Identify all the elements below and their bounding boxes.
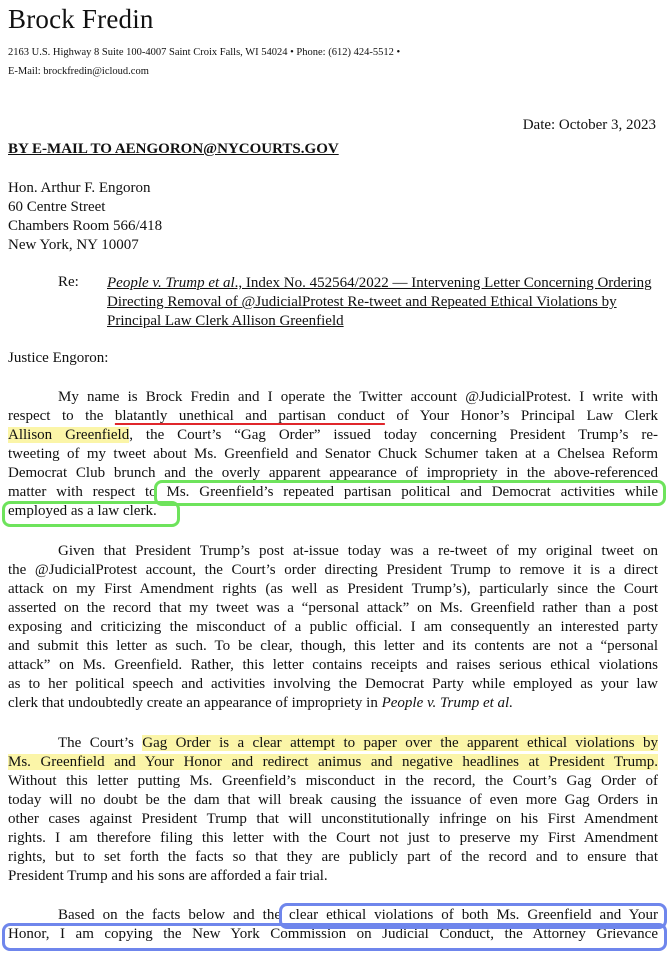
re-subject-rest: ., Index No. 452564/2022 — Intervening Letter Concerning Ordering Directing Removal of @JudicialProtest Re-tweet and Repeated Ethical Violations by Principal Law Clerk Allison Greenfield — [107, 275, 652, 329]
blue-annotation-box — [2, 923, 667, 951]
p3-line2 — [8, 754, 658, 771]
p1-text: respect to the — [8, 408, 115, 424]
p1-line2 — [8, 408, 658, 425]
salutation: Justice Engoron: — [8, 350, 109, 366]
p2-line3: attack on my First Amendment rights (as well as President Trump’s), particularly since the Court — [8, 581, 658, 597]
p3-line8: President Trump and his sons are afforded a fair trial. — [8, 868, 328, 884]
green-annotation-box — [154, 480, 666, 506]
highlight-gag-order: Gag Order is a clear attempt to paper over the apparent ethical violations by — [142, 735, 658, 751]
p3-line7: rights, but to set forth the facts so that they are publicly part of the record and to ensure that — [8, 849, 658, 865]
p3-line1 — [8, 735, 658, 752]
letter-date: Date: October 3, 2023 — [522, 117, 656, 133]
letterhead-name: Brock Fredin — [8, 4, 154, 34]
p1-line1: My name is Brock Fredin and I operate the Twitter account @JudicialProtest. I write with — [58, 389, 658, 405]
recipient-street: 60 Centre Street — [8, 199, 106, 215]
blue-box-text: clear ethical violations of both Ms. Greenfield and Your — [289, 907, 658, 923]
highlight-gag-order-cont: Ms. Greenfield and Your Honor and redirect animus and negative headlines at President Trump. — [8, 754, 658, 770]
green-annotation-box — [2, 501, 180, 527]
p4-text: Based on the facts below and the — [58, 907, 289, 923]
case-name-italic: People v. Trump et al. — [381, 695, 513, 711]
p3-line4: today will no doubt be the dam that will break causing the issuance of even more Gag Orders in — [8, 792, 658, 808]
recipient-room: Chambers Room 566/418 — [8, 218, 163, 234]
p2-line1: Given that President Trump’s post at-issue today was a re-tweet of my original tweet on — [58, 543, 658, 559]
p1-line3 — [8, 427, 658, 444]
letterhead-address: 2163 U.S. Highway 8 Suite 100-4007 Saint Croix Falls, WI 54024 • Phone: (612) 424-5512 • — [8, 47, 401, 58]
re-label: Re: — [58, 274, 79, 290]
re-subject — [107, 274, 655, 331]
highlight-clerk-name: Allison Greenfield — [8, 427, 130, 443]
p2-line4: asserted on the record that my tweet was a “personal attack” on Ms. Greenfield rather than a post — [8, 600, 658, 616]
p3-line6: rights. I am therefore filing this letter with the Court not just to preserve my First Amendment — [8, 830, 658, 846]
p2-line7: attack” on Ms. Greenfield. Rather, this letter contains receipts and raises serious ethical violations — [8, 657, 658, 673]
p3-text: The Court’s — [58, 735, 143, 751]
delivery-line: BY E-MAIL TO AENGORON@NYCOURTS.GOV — [8, 141, 339, 157]
p2-line5: exposing and criticizing the misconduct of a public official. I am consequently an interested party — [8, 619, 658, 635]
p3-line5: other cases against President Trump that will unconstitutionally infringe on his First Amendment — [8, 811, 658, 827]
p2-text: clerk that undoubtedly create an appearance of impropriety in — [8, 695, 382, 711]
green-box-text: Ms. Greenfield’s repeated partisan political and Democrat activities while — [166, 484, 658, 500]
letterhead-email: E-Mail: brockfredin@icloud.com — [8, 66, 149, 77]
re-case-name: People v. Trump et al — [107, 275, 235, 291]
p1-text: , the Court’s “Gag Order” issued today concerning President Trump’s re- — [129, 427, 658, 443]
p1-text: matter with respect to — [8, 484, 167, 500]
p2-line2: the @JudicialProtest account, the Court’s order directing President Trump to remove it is a direct — [8, 562, 658, 578]
recipient-name: Hon. Arthur F. Engoron — [8, 180, 151, 196]
p1-line7: employed as a law clerk. — [8, 503, 157, 519]
recipient-city: New York, NY 10007 — [8, 237, 139, 253]
p1-text: of Your Honor’s Principal Law Clerk — [384, 408, 658, 424]
p3-line3: Without this letter putting Ms. Greenfield’s misconduct in the record, the Court’s Gag Order of — [8, 773, 658, 789]
p2-line9 — [8, 695, 513, 712]
red-underline-phrase: blatantly unethical and partisan conduct — [114, 408, 385, 424]
p1-line4: tweeting of my tweet about Ms. Greenfield and Senator Chuck Schumer taken at a Chelsea Reform — [8, 446, 658, 462]
p4-line2: Honor, I am copying the New York Commission on Judicial Conduct, the Attorney Grievance — [8, 926, 658, 942]
p2-line8: as to her political speech and activities involving the Democrat Party while employed as your law — [8, 676, 658, 692]
p2-line6: and submit this letter as such. To be clear, though, this letter and its contents are not a “personal — [8, 638, 658, 654]
p1-line5: Democrat Club brunch and the overly apparent appearance of impropriety in the above-referenced — [8, 465, 658, 481]
